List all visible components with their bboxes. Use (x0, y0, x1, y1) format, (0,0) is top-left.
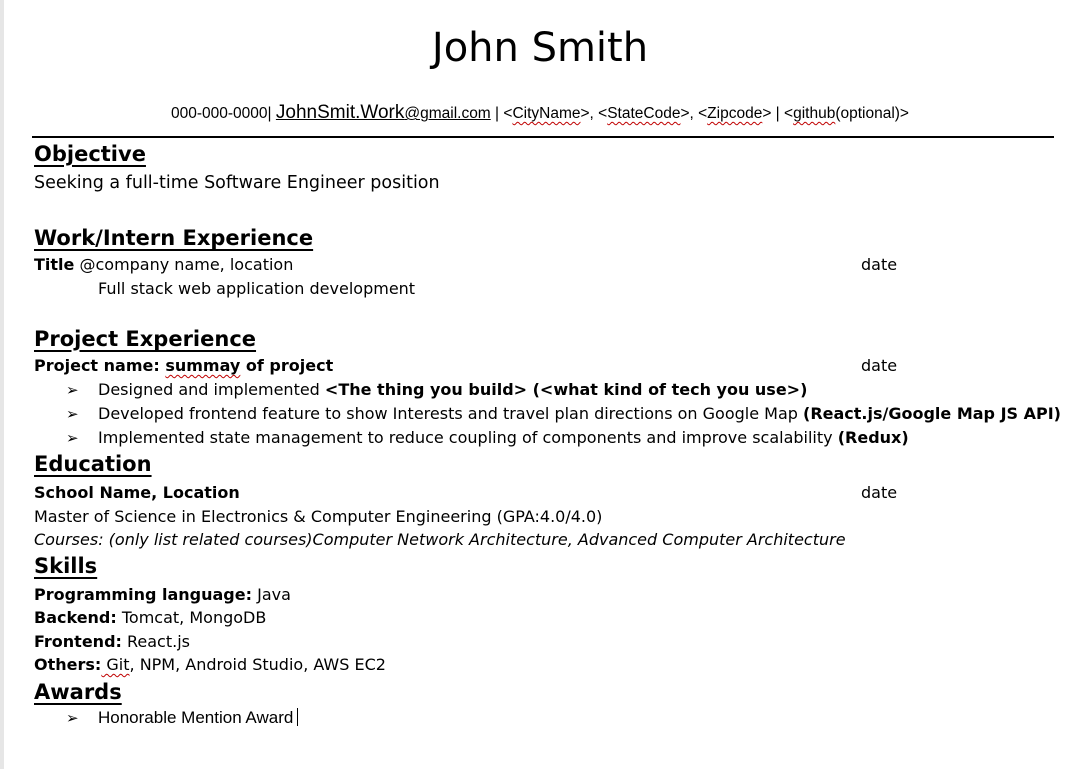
project-bullet: Designed and implemented <The thing you build> (<what kind of tech you use>) (98, 380, 808, 399)
phone-number: 000-000-0000| (171, 105, 272, 122)
project-bullet: Implemented state management to reduce coupling of components and improve scalability (Redux) (98, 428, 909, 447)
state-placeholder: StateCode (607, 105, 681, 122)
project-date: date (861, 356, 898, 375)
education-heading: Education (34, 452, 152, 476)
skill-row: Programming language: Java (34, 585, 291, 604)
education-date: date (861, 483, 898, 502)
contact-line[interactable]: 000-000-0000| JohnSmit.Work@gmail.com | <CityName>, <StateCode>, <Zipcode> | <github(optional)> (171, 102, 909, 123)
skill-row: Backend: Tomcat, MongoDB (34, 608, 267, 627)
github-placeholder: github (793, 105, 836, 122)
project-heading: Project Experience (34, 327, 257, 351)
arrow-bullet-icon: ➢ (66, 381, 79, 399)
work-date: date (861, 255, 898, 274)
arrow-bullet-icon: ➢ (66, 709, 79, 727)
email-link[interactable]: JohnSmit.Work@gmail.com (275, 102, 491, 123)
courses-line: Courses: (only list related courses)Computer Network Architecture, Advanced Computer Architecture (34, 530, 846, 549)
school-line: School Name, Location (34, 483, 240, 502)
work-title-line: Title @company name, location (34, 255, 294, 274)
work-description: Full stack web application development (98, 279, 416, 298)
project-bullet: Developed frontend feature to show Interests and travel plan directions on Google Map (React.js/Google Map JS API) (98, 404, 1061, 423)
arrow-bullet-icon: ➢ (66, 429, 79, 447)
awards-heading: Awards (34, 680, 122, 704)
skill-row: Frontend: React.js (34, 632, 190, 651)
candidate-name[interactable]: John Smith (431, 25, 649, 71)
objective-heading: Objective (34, 142, 146, 166)
work-heading: Work/Intern Experience (34, 226, 314, 250)
contact-separator: | < (495, 105, 513, 122)
skill-row: Others: Git, NPM, Android Studio, AWS EC2 (34, 655, 386, 674)
header-divider (32, 136, 1054, 138)
degree-line: Master of Science in Electronics & Computer Engineering (GPA:4.0/4.0) (34, 507, 603, 526)
objective-text: Seeking a full-time Software Engineer position (34, 173, 440, 193)
city-placeholder: CityName (512, 105, 581, 122)
arrow-bullet-icon: ➢ (66, 405, 79, 423)
project-name-line: Project name: summay of project (34, 356, 334, 375)
zip-placeholder: Zipcode (707, 105, 763, 122)
text-cursor (297, 708, 298, 726)
skills-heading: Skills (34, 554, 98, 578)
award-item[interactable]: Honorable Mention Award (98, 707, 298, 729)
